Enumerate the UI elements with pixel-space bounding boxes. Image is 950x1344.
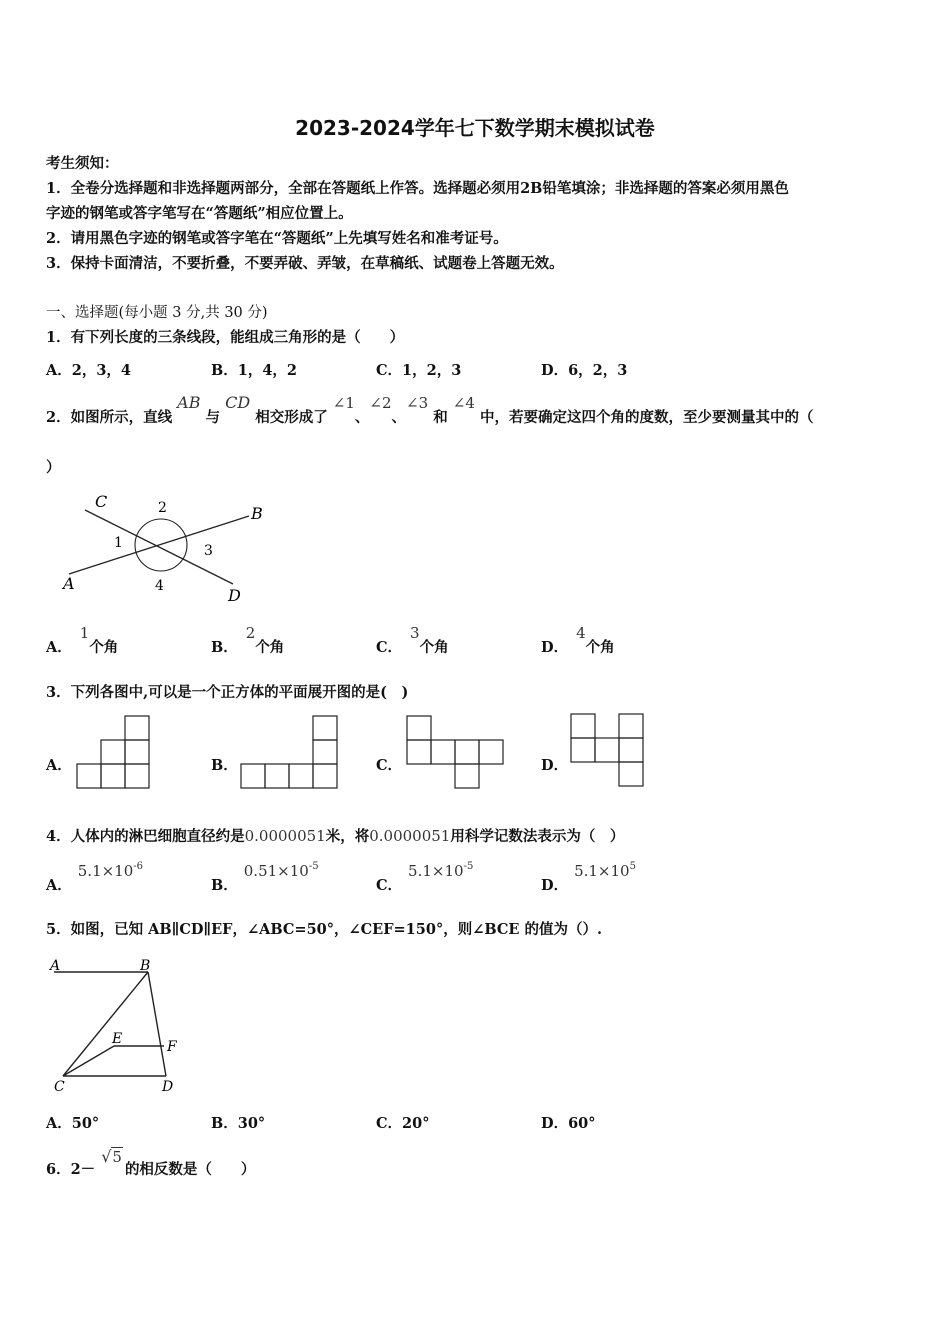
- angle-label-1: 1: [114, 535, 123, 551]
- notice-line-2: 2．请用黑色字迹的钢笔或答字笔在“答题纸”上先填写姓名和准考证号。: [46, 230, 508, 247]
- notice-line-1b: 字迹的钢笔或答字笔写在“答题纸”相应位置上。: [46, 205, 353, 222]
- q6-radicand: 5: [112, 1148, 122, 1166]
- q3-net-c[interactable]: [405, 714, 507, 792]
- q4-option-c-prefix: C．: [376, 877, 403, 894]
- q2-stem-line2: ）: [46, 459, 61, 476]
- q2-angle-2: ∠2: [369, 394, 392, 412]
- q1-stem: 1．有下列长度的三条线段，能组成三角形的是（ ）: [46, 329, 405, 346]
- q6-text-1: 6．2－: [46, 1161, 96, 1178]
- q2-option-a-num: 1: [79, 624, 90, 642]
- q4-option-b-base: 0.51×10: [243, 862, 309, 880]
- q2-angle-1: ∠1: [332, 394, 355, 412]
- q3-net-b[interactable]: [239, 715, 341, 791]
- label-e: E: [112, 1031, 123, 1047]
- angle-label-2: 2: [158, 500, 167, 516]
- q2-angle-4: ∠4: [452, 394, 475, 412]
- q2-option-a-suffix: 个角: [89, 639, 119, 656]
- q4-text-3: 用科学记数法表示为（ ）: [450, 828, 625, 845]
- q3-option-c-label[interactable]: C．: [376, 757, 403, 774]
- q2-sep-1: 、: [354, 409, 370, 426]
- q2-stem-line1: [46, 393, 814, 426]
- q4-option-a-exp: -6: [133, 861, 144, 872]
- q6-text-2: 的相反数是（ ）: [124, 1161, 256, 1178]
- label-c: C: [54, 1079, 65, 1095]
- sqrt-icon: √: [101, 1147, 112, 1166]
- q2-text-1: 2．如图所示，直线: [46, 409, 173, 426]
- segment-ce: [63, 1046, 114, 1076]
- q2-line-cd: CD: [225, 393, 251, 412]
- q4-option-d-base: 5.1×10: [574, 862, 630, 880]
- label-f: F: [167, 1039, 177, 1055]
- q6-stem: [46, 1146, 256, 1178]
- q1-option-a[interactable]: A．2，3，4: [46, 362, 132, 379]
- label-d: D: [162, 1079, 174, 1095]
- label-a: A: [63, 574, 75, 593]
- q3-net-a[interactable]: [75, 715, 153, 791]
- q2-line-ab: AB: [177, 393, 201, 412]
- q4-text-1: 4．人体内的淋巴细胞直径约是: [46, 828, 245, 845]
- q4-stem: [46, 825, 624, 846]
- q5-option-a[interactable]: A．50°: [46, 1115, 100, 1132]
- q4-option-d[interactable]: [541, 860, 636, 894]
- q4-option-a-base: 5.1×10: [77, 862, 134, 880]
- notice-line-3: 3．保持卡面清洁，不要折叠，不要弄破、弄皱，在草稿纸、试题卷上答题无效。: [46, 255, 564, 272]
- q4-option-d-exp: 5: [629, 861, 636, 872]
- q5-figure: [46, 955, 196, 1097]
- q1-option-c[interactable]: C．1，2，3: [376, 362, 462, 379]
- q6-radical: [101, 1148, 123, 1166]
- angle-label-4: 4: [155, 578, 164, 594]
- q5-option-b[interactable]: B．30°: [211, 1115, 266, 1132]
- q2-option-a[interactable]: [46, 622, 119, 656]
- q4-option-c-exp: -5: [463, 861, 474, 872]
- q2-option-b-num: 2: [245, 624, 256, 642]
- line-ab: [69, 516, 249, 574]
- angle-label-3: 3: [204, 543, 213, 559]
- q2-option-d-suffix: 个角: [585, 639, 615, 656]
- q2-option-c-num: 3: [410, 624, 420, 642]
- page-title: 2023-2024学年七下数学期末模拟试卷: [295, 116, 655, 140]
- q5-option-d[interactable]: D．60°: [541, 1115, 596, 1132]
- q2-option-d-num: 4: [576, 624, 586, 642]
- q2-option-b[interactable]: [211, 622, 285, 656]
- q2-option-b-suffix: 个角: [255, 639, 285, 656]
- q3-net-d[interactable]: [569, 712, 649, 790]
- q4-option-b-exp: -5: [308, 861, 319, 872]
- label-b: B: [251, 504, 263, 523]
- q3-option-d-label[interactable]: D．: [541, 757, 569, 774]
- q4-option-a[interactable]: [46, 860, 144, 894]
- q4-text-2: 米，将: [325, 828, 370, 845]
- q2-option-a-prefix: A．: [46, 639, 72, 656]
- q2-sep-2: 、: [391, 409, 407, 426]
- notice-heading: 考生须知：: [46, 155, 119, 172]
- section-heading: 一、选择题(每小题 3 分,共 30 分): [46, 305, 268, 321]
- q2-option-c-prefix: C．: [376, 639, 403, 656]
- q2-angle-3: ∠3: [406, 394, 429, 412]
- label-d: D: [228, 586, 241, 605]
- q4-number-2: 0.0000051: [369, 827, 451, 845]
- q4-option-b[interactable]: [211, 860, 319, 894]
- q1-option-d[interactable]: D．6，2，3: [541, 362, 628, 379]
- segment-bd: [148, 972, 166, 1076]
- q4-option-b-prefix: B．: [211, 877, 238, 894]
- q2-option-d[interactable]: [541, 622, 615, 656]
- q5-stem: 5．如图，已知 AB∥CD∥EF，∠ABC=50°，∠CEF=150°，则∠BCE 的值为（）.: [46, 921, 603, 938]
- q3-stem: 3．下列各图中,可以是一个正方体的平面展开图的是( ): [46, 684, 409, 701]
- q2-option-c[interactable]: [376, 622, 449, 656]
- q4-option-d-prefix: D．: [541, 877, 569, 894]
- q2-figure: [55, 488, 285, 608]
- q2-text-3: 相交形成了: [255, 409, 328, 426]
- q4-number-1: 0.0000051: [244, 827, 326, 845]
- q5-option-c[interactable]: C．20°: [376, 1115, 430, 1132]
- q2-text-4: 和: [433, 409, 448, 426]
- q3-option-b-label[interactable]: B．: [211, 757, 238, 774]
- q2-text-5: 中，若要确定这四个角的度数，至少要测量其中的（: [479, 409, 814, 426]
- q3-option-a-label[interactable]: A．: [46, 757, 72, 774]
- label-a: A: [50, 958, 61, 974]
- q1-option-b[interactable]: B．1，4，2: [211, 362, 298, 379]
- q2-option-d-prefix: D．: [541, 639, 569, 656]
- q4-option-a-prefix: A．: [46, 877, 72, 894]
- q2-option-c-suffix: 个角: [419, 639, 449, 656]
- label-c: C: [95, 492, 108, 511]
- q2-option-b-prefix: B．: [211, 639, 238, 656]
- q4-option-c[interactable]: [376, 860, 474, 894]
- notice-line-1a: 1．全卷分选择题和非选择题两部分，全部在答题纸上作答。选择题必须用2B铅笔填涂；非选择题的答案必须用黑色: [46, 180, 789, 197]
- q2-text-2: 与: [205, 409, 221, 426]
- label-b: B: [140, 958, 151, 974]
- segment-bc: [63, 972, 148, 1076]
- q4-option-c-base: 5.1×10: [408, 862, 464, 880]
